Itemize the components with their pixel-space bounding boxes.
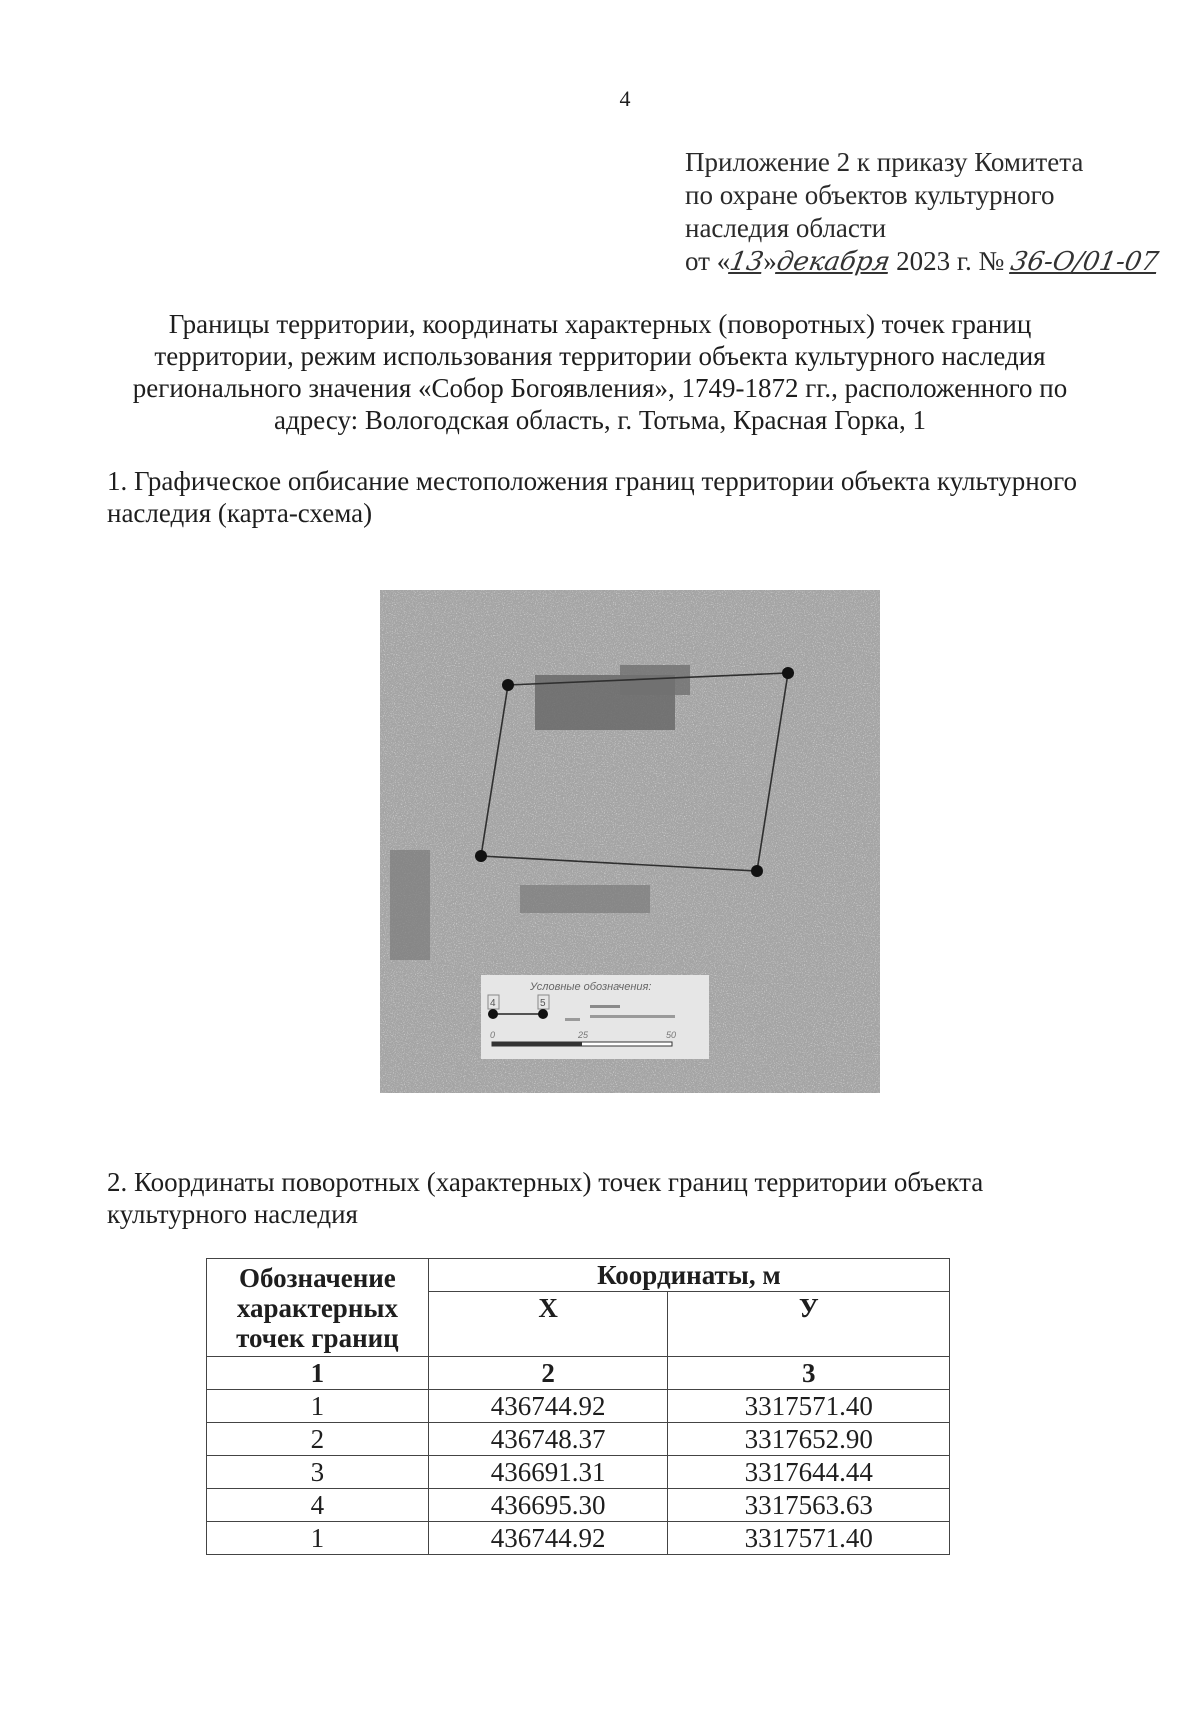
table-row (207, 1456, 950, 1489)
date-prefix: от « (685, 246, 731, 276)
table-row (207, 1489, 950, 1522)
handwritten-day: 13 (727, 247, 767, 277)
appendix-line-2: по охране объектов культурного (685, 180, 1055, 210)
y-cell: 3317652.90 (668, 1423, 950, 1456)
boundary-point-1 (502, 679, 514, 691)
year-text: 2023 г. № (889, 246, 1011, 276)
legend-smudge (590, 1015, 675, 1018)
scale-label-start: 0 (490, 1030, 496, 1040)
table-row (207, 1390, 950, 1423)
table-header-row (207, 1259, 950, 1292)
point-cell: 1 (207, 1522, 429, 1555)
scale-bar-segment (492, 1042, 582, 1046)
point-cell: 1 (207, 1390, 429, 1423)
x-cell: 436695.30 (428, 1489, 668, 1522)
appendix-line-3: наследия области (685, 213, 887, 243)
boundary-point-4 (475, 850, 487, 862)
coordinates-table (206, 1258, 950, 1555)
point-cell: 3 (207, 1456, 429, 1489)
handwritten-month: декабря (774, 247, 893, 277)
boundary-point-3 (751, 865, 763, 877)
map-scheme (380, 590, 880, 1093)
appendix-block (685, 146, 1161, 279)
appendix-date-line (685, 245, 1161, 279)
section-2-heading: 2. Координаты поворотных (характерных) точек границ территории объекта культурного наследия (107, 1167, 984, 1229)
x-cell: 436748.37 (428, 1423, 668, 1456)
x-cell: 436691.31 (428, 1456, 668, 1489)
legend-point-label-a: 4 (490, 998, 496, 1009)
x-cell: 436744.92 (428, 1390, 668, 1423)
table-row (207, 1522, 950, 1555)
boundary-point-2 (782, 667, 794, 679)
building-block (390, 850, 430, 960)
section-1-heading: 1. Графическое опбисание местоположения границ территории объекта культурного наследия (карта-схема) (107, 466, 1078, 528)
legend-smudge (565, 1018, 580, 1021)
header-coordinates: Координаты, м (428, 1259, 949, 1292)
table-row (207, 1423, 950, 1456)
y-cell: 3317571.40 (668, 1390, 950, 1423)
column-number: 3 (668, 1357, 950, 1390)
column-number: 2 (428, 1357, 668, 1390)
y-cell: 3317571.40 (668, 1522, 950, 1555)
page-number: 4 (619, 86, 631, 111)
y-cell: 3317563.63 (668, 1489, 950, 1522)
header-y: У (668, 1292, 950, 1357)
scale-label-end: 50 (666, 1030, 677, 1040)
legend-point-icon (488, 1009, 498, 1019)
building-block (520, 885, 650, 913)
y-cell: 3317644.44 (668, 1456, 950, 1489)
map-svg (380, 590, 880, 1093)
legend-smudge (590, 1005, 620, 1008)
header-point-designation: Обозначение характерных точек границ (207, 1259, 429, 1357)
appendix-line-1: Приложение 2 к приказу Комитета (685, 147, 1084, 177)
legend-title: Условные обозначения: (530, 981, 652, 993)
column-number: 1 (207, 1357, 429, 1390)
x-cell: 436744.92 (428, 1522, 668, 1555)
legend-point-label-b: 5 (540, 998, 546, 1009)
handwritten-order-number: 36-О/01-07 (1008, 247, 1161, 277)
document-title: Границы территории, координаты характерных (поворотных) точек границ территории, режим использования территории объекта культурного наследия регионального значения «Собор Богоявления», 1749-1872 гг., расположенного по адресу: Вологодская область, г. Тотьма, Красная Горка, 1 (132, 309, 1068, 435)
table-column-number-row (207, 1357, 950, 1390)
legend-point-icon (538, 1009, 548, 1019)
point-cell: 2 (207, 1423, 429, 1456)
header-x: Х (428, 1292, 668, 1357)
point-cell: 4 (207, 1489, 429, 1522)
scale-label-mid: 25 (578, 1030, 589, 1040)
quote-close: » (763, 246, 777, 276)
